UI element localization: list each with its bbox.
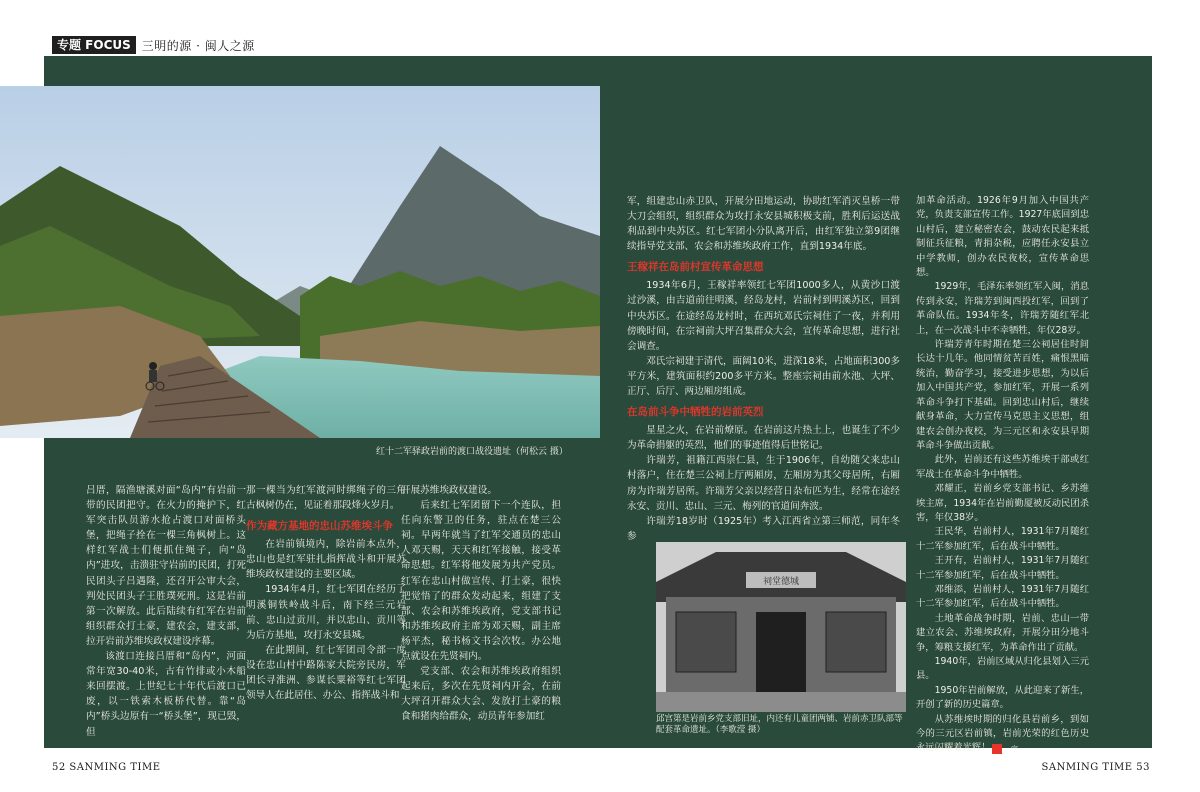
paragraph: 党支部、农会和苏维埃政府组织起来后，多次在先贤祠内开会，在前大坪召开群众大会、发放打土豪的粮食和猪肉给群众，动员青年参加红 (401, 666, 561, 723)
paragraph: 那一棵当为红军渡河时绑绳子的三角古枫树仍在，见证着那段烽火岁月。 (246, 485, 406, 512)
paragraph: 此外，岩前还有这些苏维埃干部或红军战士在革命斗争中牺牲。 (916, 454, 1089, 480)
section-header (52, 36, 255, 54)
historic-building-photo (656, 542, 906, 712)
paragraph: 王开有，岩前村人，1931年7月随红十二军参加红军，后在战斗中牺牲。 (916, 555, 1089, 581)
building-sign-text: 祠堂德城 (762, 577, 800, 587)
paragraph: 星星之火，在岩前燎原。在岩前这片热土上，也诞生了不少为革命捐躯的英烈，他们的事迹值得后世铭记。 (627, 425, 900, 452)
paragraph: 后来红七军团留下一个连队，担任向东警卫的任务，驻点在楚三公祠。早两年就当了红军交通员的忠山人邓天赐，天天和红军接触，接受革命思想。红军将他发展为共产党员。红军在忠山村做宣传、打土豪，很快把觉悟了的群众发动起来，组建了支部、农会和苏维埃政府，党支部书记和苏维埃政府主席为邓天赐，副主席杨平杰，秘书杨文书会次牧。办公地点就设在先贤祠内。 (401, 500, 561, 663)
section-heading: 王稼祥在岛前村宣传革命思想 (627, 261, 764, 274)
section-heading: 作为藏方基地的忠山苏维埃斗争 (246, 520, 393, 533)
page-number-right: SANMING TIME 53 (1041, 762, 1150, 773)
paragraph: 1934年4月，红七军团在经历了明溪铜铁岭战斗后，南下经三元岩前、忠山过贡川，并以忠山、贡川等为后方基地，攻打永安县城。 (246, 584, 406, 641)
text-column-5 (916, 194, 1089, 756)
paragraph: 在岩前镇境内，除岩前本点外，忠山也是红军驻扎指挥战斗和开展苏维埃政权建设的主要区域。 (246, 539, 406, 581)
text-column-2 (246, 483, 406, 703)
paragraph: 吕厝，隔渔塘溪对面“岛内”有岩前一带的民团把守。在火力的掩护下，红军突击队员游水抢占渡口对面桥头堡，把绳子拴在一棵三角枫树上。这样红军战士们便抓住绳子，向“岛内”进攻，击溃驻守岩前的民团，打死民团头子吕遇隆，还召开公审大会，判处民团头子王胜璞死刑。这是岩前第一次解放。此后陆续有红军在岩前组织群众打土豪，建农会，建支部，拉开岩前苏维埃政权建设序幕。 (86, 485, 246, 647)
paragraph (916, 713, 1089, 756)
landscape-photo (0, 86, 600, 438)
paragraph: 土地革命战争时期，岩前、忠山一带建立农会、苏维埃政府，开展分田分地斗争，筹粮支援红军，为革命作出了贡献。 (916, 612, 1089, 653)
paragraph: 在此期间，红七军团司令部一度设在忠山村中路陈家大院旁民房，军团长寻淮洲、参谋长粟裕等红七军团领导人在此居住、办公、指挥战斗和 (246, 644, 406, 702)
paragraph: 许瑞芳18岁时（1925年）考入江西省立第三师范，同年冬参 (627, 515, 900, 542)
paragraph: 许瑞芳，祖籍江西崇仁县，生于1906年，自幼随父来忠山村落户，住在楚三公祠上厅两厢房，左厢房为其父母居所，右厢房为许瑞芳居所。许瑞芳父亲以经营日杂布匹为生，经常在途经永安、贡川、忠山、三元、梅列的官道间奔波。 (627, 455, 900, 512)
paragraph: 许瑞芳青年时期在楚三公祠居住时间长达十几年。他同情贫苦百姓，痛恨黑暗统治，勤奋学习，接受进步思想，为以后加入中国共产党，参加红军，开展一系列革命斗争打下基础。回到忠山村后，继续献身革命，大力宣传马克思主义思想，组建农会创办夜校，为三元区和永安县早期革命斗争做出贡献。 (916, 339, 1089, 451)
paragraph: 邓耀正，岩前乡党支部书记、乡苏维埃主席，1934年在岩前勤厦被反动民团杀害，年仅38岁。 (916, 483, 1089, 523)
paragraph: 邓氏宗祠建于清代，面阔10米，进深18米，占地面积300多平方米，建筑面积约200多平方米。整座宗祠由前水池、大坪、正厅、后厅、两边厢房组成。 (627, 355, 900, 398)
paragraph: 开展苏维埃政权建设。 (401, 485, 497, 496)
text-column-3 (401, 483, 561, 725)
section-heading: 在岛前斗争中牺牲的岩前英烈 (627, 406, 764, 419)
paragraph: 王民华，岩前村人，1931年7月随红十二军参加红军，后在战斗中牺牲。 (916, 526, 1089, 552)
landscape-photo-caption: 红十二军驿政岩前的渡口战役遗址（何松云 摄） (376, 447, 568, 457)
page-number-left: 52 SANMING TIME (52, 762, 161, 773)
historic-building-photo-caption: 邱宫第是岩前乡党支部旧址，内还有儿童团两铺、岩前赤卫队部等配套革命遗址。（李歌滢 摄） (656, 714, 903, 735)
paragraph: 加革命活动。1926年9月加入中国共产党，负责支部宣传工作。1927年底回到忠山村后，建立秘密农会，鼓动农民起来抵制征兵征粮，青捐杂税，应聘任永安县立中学教师，创办农民夜校，宣传革命思想。 (916, 195, 1089, 279)
paragraph: 1929年，毛泽东率领红军入闽，消息传到永安，许瑞芳到闽西投红军，回到了革命队伍。1934年冬，许瑞芳随红军北上，在一次战斗中不幸牺牲，年仅28岁。 (916, 281, 1089, 336)
paragraph: 军，组建忠山赤卫队，开展分田地运动，协助红军消灭皇桥一带大刀会组织，组织群众为攻打永安县城积极支前，胜利后运送战利品到中央苏区。红七军团小分队离开后，由红军独立第9团继续指导党支部、农会和苏维埃政府工作，直到1934年底。 (627, 196, 900, 253)
paragraph: 1950年岩前解放，从此迎来了新生，开创了新的历史篇章。 (916, 684, 1089, 711)
paragraph: 邓维添，岩前村人，1931年7月随红十二军参加红军，后在战斗中牺牲。 (916, 583, 1089, 610)
paragraph: 1940年，岩前区域从归化县划入三元县。 (916, 656, 1089, 682)
text-column-1 (86, 483, 246, 740)
topic-badge: 专题 FOCUS (52, 36, 136, 54)
text-column-4 (627, 194, 900, 544)
paragraph: 1934年6月，王稼祥率领红七军团1000多人，从黄沙口渡过沙溪，由吉道前往明溪，经岛龙村，岩前村到明溪苏区，回到中央苏区。在途经岛龙村时，在西坑邓氏宗祠住了一夜，并利用傍晚时间，在宗祠前大坪召集群众大会，宣传革命思想，进行社会调查。 (627, 280, 900, 352)
closing-text: 从苏维埃时期的归化县岩前乡，到如今的三元区岩前镇，岩前光荣的红色历史永远闪耀着光辉！ (916, 713, 1089, 754)
end-mark-icon: 完 (992, 744, 1002, 754)
paragraph: 该渡口连接吕厝和“岛内”，河面常年宽30-40米，古有竹排或小木船来回摆渡。上世纪七十年代后渡口已废，以一铁索木板桥代替。靠“岛内”桥头边原有一“桥头堡”，现已毁，但 (86, 651, 246, 738)
section-title: 三明的源 · 闽人之源 (141, 38, 255, 53)
